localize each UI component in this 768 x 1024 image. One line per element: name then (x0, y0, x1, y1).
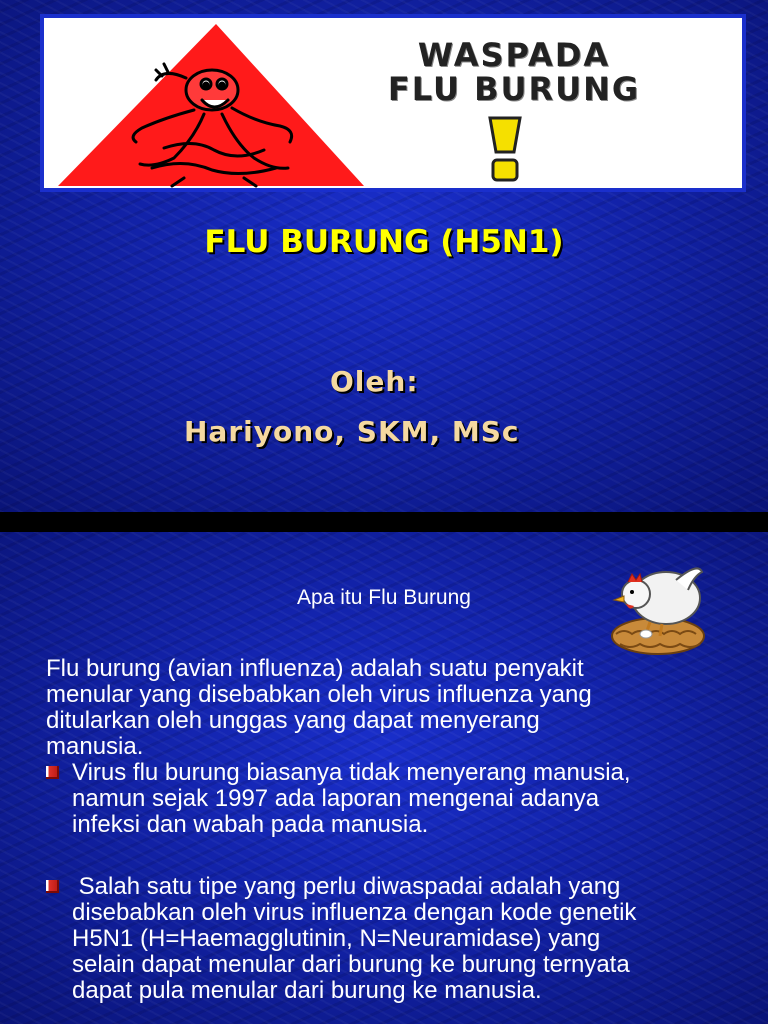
bullet-square-icon (46, 880, 59, 893)
content-slide (0, 532, 768, 1024)
hen-on-nest-icon (606, 550, 710, 658)
bullet-item (46, 760, 746, 838)
author-label: Oleh: (330, 365, 419, 398)
bullet-line: disebabkan oleh virus influenza dengan kode genetik (72, 899, 637, 926)
bullet-spacer (46, 838, 746, 874)
banner-line-1: WASPADA (417, 36, 611, 74)
definition-paragraph (46, 656, 746, 760)
banner-title (294, 38, 734, 106)
slide-separator (0, 512, 768, 532)
author-name: Hariyono, SKM, MSc (184, 415, 520, 448)
bullet-item (46, 874, 746, 1004)
banner-line-2: FLU BURUNG (387, 70, 641, 108)
bullet-square-icon (46, 766, 59, 779)
author-block (184, 357, 520, 457)
slide-subtitle: Apa itu Flu Burung (297, 586, 471, 609)
bullet-line: Virus flu burung biasanya tidak menyerang manusia, (72, 759, 631, 786)
slide-title: FLU BURUNG (H5N1) (204, 224, 564, 260)
bullet-line: H5N1 (H=Haemagglutinin, N=Neuramidase) yang (72, 925, 601, 952)
warning-banner (40, 14, 746, 192)
content-body (46, 656, 746, 1004)
bullet-line: dapat pula menular dari burung ke manusia. (72, 977, 542, 1004)
bullet-line: selain dapat menular dari burung ke burung ternyata (72, 951, 630, 978)
exclamation-icon (490, 118, 520, 180)
bullet-line: infeksi dan wabah pada manusia. (72, 811, 429, 838)
paragraph-line: menular yang disebabkan oleh virus influenza yang (46, 681, 592, 708)
bullet-line: Salah satu tipe yang perlu diwaspadai adalah yang (72, 873, 621, 900)
paragraph-line: manusia. (46, 733, 144, 760)
paragraph-line: ditularkan oleh unggas yang dapat menyerang (46, 707, 540, 734)
bullet-line: namun sejak 1997 ada laporan mengenai adanya (72, 785, 600, 812)
paragraph-line: Flu burung (avian influenza) adalah suatu penyakit (46, 655, 584, 682)
